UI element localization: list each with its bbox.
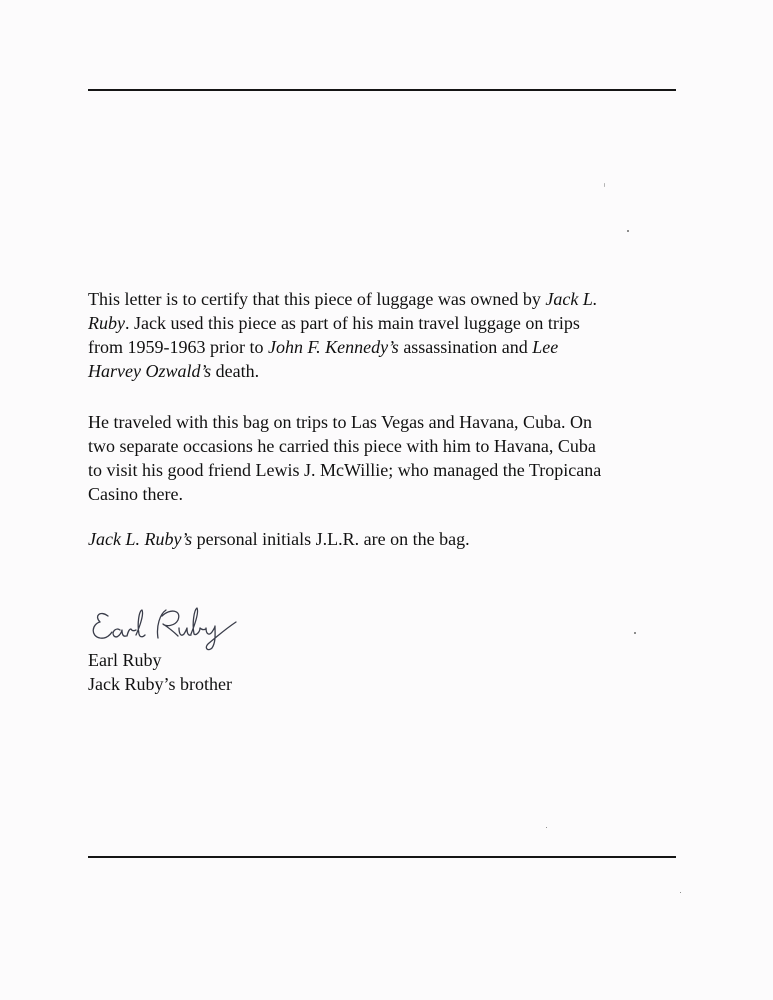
italic-name: Jack L. Ruby’s	[88, 529, 193, 549]
handwritten-signature	[86, 594, 266, 654]
signature-stroke	[179, 628, 191, 635]
paper-speck	[546, 827, 547, 828]
bottom-rule	[88, 856, 676, 858]
text-run: from 1959-1963 prior to	[88, 337, 268, 357]
paper-speck	[627, 230, 629, 232]
italic-name: Jack L.	[545, 289, 598, 309]
text-run: assassination and	[398, 337, 533, 357]
text-run: . Jack used this piece as part of his main travel luggage on trips	[124, 313, 580, 333]
signature-stroke	[157, 610, 178, 638]
signature-stroke	[206, 622, 236, 650]
paper-speck	[634, 632, 636, 634]
paragraph-certification	[88, 287, 688, 383]
paragraph-line: He traveled with this bag on trips to Las Vegas and Havana, Cuba. On	[88, 412, 593, 432]
text-run: This letter is to certify that this piece of luggage was owned by	[88, 289, 546, 309]
text-run: personal initials J.L.R. are on the bag.	[192, 529, 470, 549]
signature-stroke	[191, 608, 206, 635]
paragraph-travel	[88, 410, 688, 506]
signature-stroke	[127, 629, 136, 636]
paragraph-line	[88, 335, 688, 359]
paragraph-line	[88, 359, 688, 383]
italic-name: John F. Kennedy’s	[267, 337, 399, 357]
paragraph-line: two separate occasions he carried this piece with him to Havana, Cuba	[88, 436, 596, 456]
paper-speck	[604, 183, 605, 187]
paragraph-line	[88, 527, 688, 551]
signature-stroke	[136, 610, 145, 637]
italic-name: Ruby	[88, 313, 125, 333]
signature-stroke	[113, 629, 126, 637]
signer-name: Earl Ruby	[88, 650, 162, 670]
text-run: death.	[211, 361, 260, 381]
paragraph-line	[88, 287, 688, 311]
signer-title: Jack Ruby’s brother	[88, 674, 232, 694]
paragraph-initials	[88, 527, 688, 551]
paragraph-line: to visit his good friend Lewis J. McWillie; who managed the Tropicana	[88, 460, 602, 480]
paper-speck	[680, 892, 681, 893]
signature-stroke	[93, 614, 112, 639]
paragraph-line: Casino there.	[88, 484, 183, 504]
paragraph-line	[88, 311, 688, 335]
italic-name: Lee	[532, 337, 559, 357]
top-rule	[88, 89, 676, 91]
italic-name: Harvey Ozwald’s	[88, 361, 212, 381]
